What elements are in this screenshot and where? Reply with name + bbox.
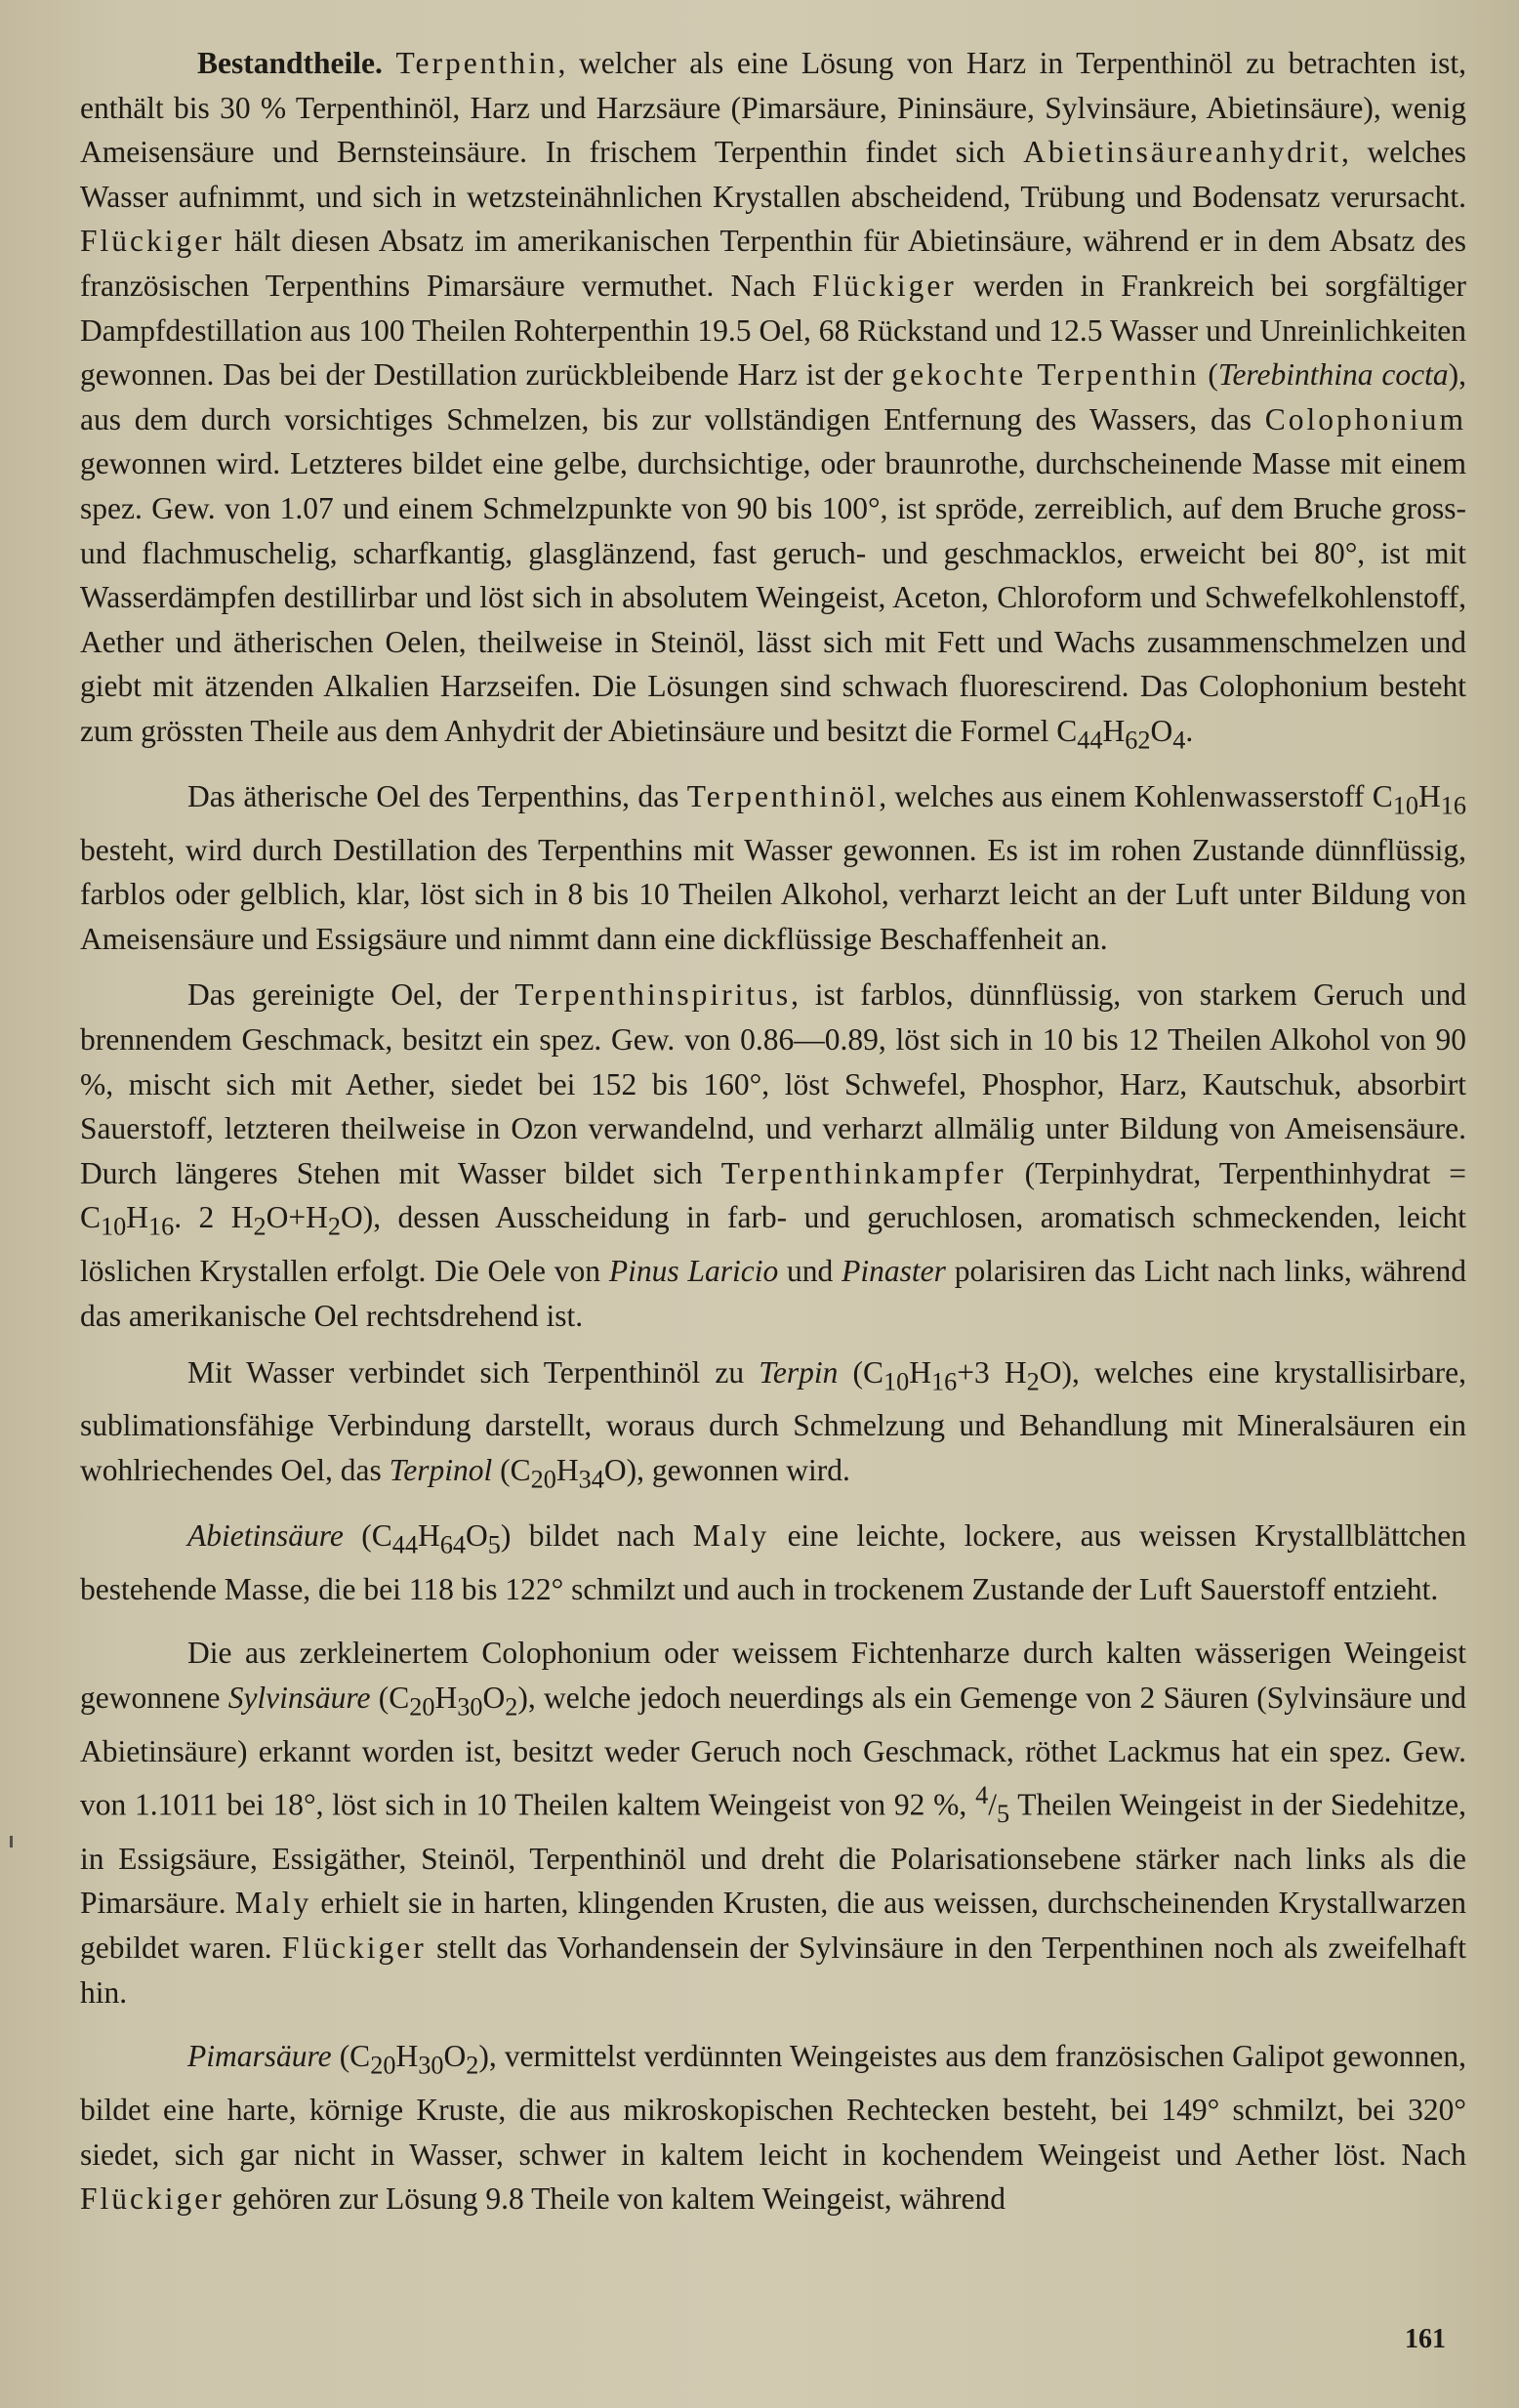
paragraph-terpenthinoel: Das ätherische Oel des Terpenthins, das Terpenthinöl, welches aus einem Kohlenwasserstoff $C_{10}H_{16}$ besteht, wird durch Destillation des Terpenthins mit Wasser gewonnen. Es ist im rohen Zustande dünnflüssig, farblos oder gelblich, klar, löst sich in 8 bis 10 Theilen Alkohol, verharzt leicht an der Luft unter Bildung von Ameisensäure und Essigsäure und nimmt dann eine dickflüssige Beschaffenheit an. bbox=[80, 778, 1467, 956]
paragraph-sylvinsaeure: Die aus zerkleinertem Colophonium oder weissem Fichtenharze durch kalten wässerigen Weingeist gewonnene Sylvinsäure $(C_{20}H_{30}O_2)$, welche jedoch neuerdings als ein Gemenge von 2 Säuren (Sylvinsäure und Abietinsäure) erkannt worden ist, besitzt weder Geruch noch Geschmack, röthet Lackmus hat ein spez. Gew. von 1.1011 bei 18°, löst sich in 10 Theilen kaltem Weingeist von 92 %, $^4/_5$ Theilen Weingeist in der Siedehitze, in Essigsäure, Essigäther, Steinöl, Terpenthinöl und dreht die Polarisationsebene stärker nach links als die Pimarsäure. Maly erhielt sie in harten, klingenden Krusten, die aus weissen, durchscheinenden Krystallwarzen gebildet waren. Flückiger stellt das Vorhandensein der Sylvinsäure in den Terpenthinen noch als zweifelhaft hin. bbox=[80, 1636, 1467, 2010]
page-text bbox=[80, 41, 1466, 2221]
paragraph-bestandtheile: Bestandtheile. Terpenthin, welcher als eine Lösung von Harz in Terpenthinöl zu betrachten ist, enthält bis 30 % Terpenthinöl, Harz und Harzsäure (Pimarsäure, Pininsäure, Sylvinsäure, Abietinsäure), wenig Ameisensäure und Bernsteinsäure. In frischem Terpenthin findet sich Abietinsäureanhydrit, welches Wasser aufnimmt, und sich in wetzsteinähnlichen Krystallen abscheidend, Trübung und Bodensatz verursacht. Flückiger hält diesen Absatz im amerikanischen Terpenthin für Abietinsäure, während er in dem Absatz des französischen Terpenthins Pimarsäure vermuthet. Nach Flückiger werden in Frankreich bei sorgfältiger Dampfdestillation aus 100 Theilen Rohterpenthin 19.5 Oel, 68 Rückstand und 12.5 Wasser und Unreinlichkeiten gewonnen. Das bei der Destillation zurückbleibende Harz ist der gekochte Terpenthin (Terebinthina cocta), aus dem durch vorsichtiges Schmelzen, bis zur vollständigen Entfernung des Wassers, das Colophonium gewonnen wird. Letzteres bildet eine gelbe, durchsichtige, oder braunrothe, durchscheinende Masse mit einem spez. Gew. von 1.07 und einem Schmelzpunkte von 90 bis 100°, ist spröde, zerreiblich, auf dem Bruche gross- und flachmuschelig, scharfkantig, glasglänzend, fast geruch- und geschmacklos, erweicht bei 80°, ist mit Wasserdämpfen destillirbar und löst sich in absolutem Weingeist, Aceton, Chloroform und Schwefelkohlenstoff, Aether und ätherischen Oelen, theilweise in Steinöl, lässt sich mit Fett und Wachs zusammenschmelzen und giebt mit ätzenden Alkalien Harzseifen. Die Lösungen sind schwach fluorescirend. Das Colophonium besteht zum grössten Theile aus dem Anhydrit der Abietinsäure und besitzt die Formel $C_{44}H_{62}O_4$. bbox=[80, 46, 1467, 755]
paragraph-abietinsaeure: Abietinsäure $(C_{44}H_{64}O_5)$ bildet nach Maly eine leichte, lockere, aus weissen Krystallblättchen bestehende Masse, die bei 118 bis 122° schmilzt und auch in trockenem Zustande der Luft Sauerstoff entzieht. bbox=[80, 1517, 1467, 1606]
paragraph-terpin: Mit Wasser verbindet sich Terpenthinöl zu Terpin ($C_{10}H_{16}+3$ $H_2O$), welches eine krystallisirbare, sublimationsfähige Verbindung darstellt, woraus durch Schmelzung und Behandlung mit Mineralsäuren ein wohlriechendes Oel, das Terpinol $(C_{20}H_{34}O)$, gewonnen wird. bbox=[80, 1354, 1467, 1494]
paragraph-pimarsaeure: Pimarsäure $(C_{20}H_{30}O_2)$, vermittelst verdünnten Weingeistes aus dem französischen Galipot gewonnen, bildet eine harte, körnige Kruste, die aus mikroskopischen Rechtecken besteht, bei 149° schmilzt, bei 320° siedet, sich gar nicht in Wasser, schwer in kaltem leicht in kochendem Weingeist und Aether löst. Nach Flückiger gehören zur Lösung 9.8 Theile von kaltem Weingeist, während bbox=[80, 2039, 1466, 2217]
page-number: 161 bbox=[1405, 2324, 1446, 2354]
section-heading-bestandtheile: Bestandtheile. bbox=[197, 46, 383, 80]
margin-mark bbox=[10, 1836, 13, 1848]
paragraph-terpenthinspiritus: Das gereinigte Oel, der Terpenthinspiritus, ist farblos, dünnflüssig, von starkem Geruch und brennendem Geschmack, besitzt ein spez. Gew. von 0.86—0.89, löst sich in 10 bis 12 Theilen Alkohol von 90 %, mischt sich mit Aether, siedet bei 152 bis 160°, löst Schwefel, Phosphor, Harz, Kautschuk, absorbirt Sauerstoff, letzteren theilweise in Ozon verwandelnd, und verharzt allmälig unter Bildung von Ameisensäure. Durch längeres Stehen mit Wasser bildet sich Terpenthinkampfer (Terpinhydrat, Terpenthinhydrat = $C_{10}H_{16}$. 2 $H_2O+H_2O$), dessen Ausscheidung in farb- und geruchlosen, aromatisch schmeckenden, leicht löslichen Krystallen erfolgt. Die Oele von Pinus Laricio und Pinaster polarisiren das Licht nach links, während das amerikanische Oel rechtsdrehend ist. bbox=[80, 977, 1467, 1333]
